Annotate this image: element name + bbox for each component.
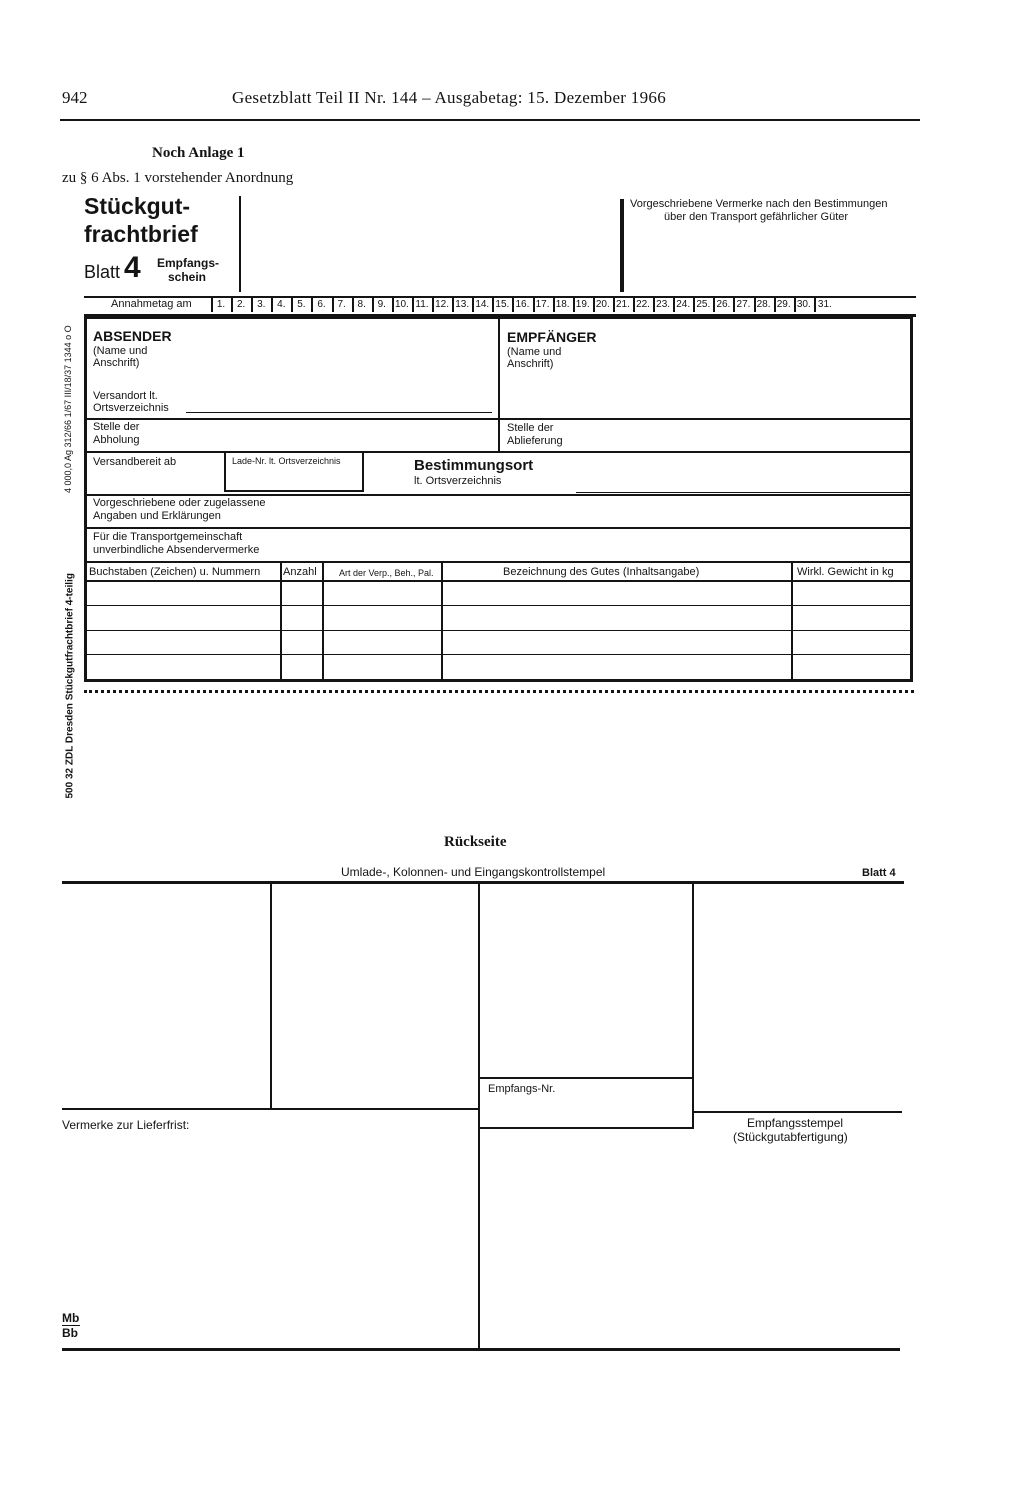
mb-label: Mb [62,1311,80,1325]
day-cell: 12. [434,297,454,312]
table-row-rule [86,605,913,606]
receipt-stamp-label1: Empfangsstempel [747,1116,844,1130]
reverse-bottom-rule [62,1348,900,1351]
reverse-divider-2 [478,884,480,1348]
dispatch-place-underline [86,418,498,420]
col-header-description: Bezeichnung des Gutes (Inhaltsangabe) [503,566,700,578]
day-cell: 20. [595,297,615,312]
day-cell: 16. [514,297,534,312]
day-cell: 18. [555,297,575,312]
prescribed-label2: Angaben und Erklärungen [93,510,221,522]
receipt-stamp-rule [694,1111,902,1113]
dispatch-place-label2: Ortsverzeichnis [93,402,169,414]
day-cell: 3. [253,297,273,312]
deadline-rule [62,1108,478,1110]
running-title: Gesetzblatt Teil II Nr. 144 – Ausgabetag: 15. Dezember 1966 [232,88,667,107]
acceptance-day-label: Annahmetag am [111,298,192,310]
reverse-heading: Rückseite [444,834,507,850]
day-cell: 10. [394,297,414,312]
row-rule-table [86,561,913,563]
row-rule-transport [86,527,913,529]
day-cell: 29. [776,297,796,312]
col-header-count: Anzahl [283,566,317,578]
receipt-no-label: Empfangs-Nr. [488,1083,556,1095]
delivery-label2: Ablieferung [507,435,563,447]
day-cell: 2. [233,297,253,312]
destination-sub: lt. Ortsverzeichnis [414,475,502,487]
day-cell: 5. [293,297,313,312]
sender-recipient-divider [498,318,500,452]
title-divider [239,196,241,292]
day-cell: 30. [796,297,816,312]
sender-sub2: Anschrift) [93,357,140,369]
delivery-label1: Stelle der [507,422,554,434]
reverse-divider-1 [270,884,272,1108]
page-number: 942 [62,88,88,107]
recipient-title: EMPFÄNGER [507,329,597,345]
col-header-weight: Wirkl. Gewicht in kg [797,566,894,578]
loading-no-label: Lade-Nr. lt. Ortsverzeichnis [232,456,341,466]
destination-line [576,492,913,493]
perforation-line [84,690,914,693]
table-row-rule [86,630,913,631]
day-cell: 4. [273,297,293,312]
loading-no-box[interactable] [224,451,364,492]
annex-heading: Noch Anlage 1 [152,145,245,161]
hazard-note-line2: über den Transport gefährlicher Güter [664,211,849,223]
pickup-label2: Abholung [93,434,140,446]
reverse-divider-3 [692,884,694,1128]
sheet-label: Blatt [84,262,121,282]
form-title-line1: Stückgut- [84,193,191,219]
annex-reference: zu § 6 Abs. 1 vorstehender Anordnung [62,170,294,186]
day-cell: 23. [655,297,675,312]
prescribed-label1: Vorgeschriebene oder zugelassene [93,497,266,509]
destination-label: Bestimmungsort [414,457,534,474]
header-rule [60,119,920,121]
dispatch-place-line [186,412,492,413]
transport-label2: unverbindliche Absendervermerke [93,544,260,556]
reverse-top-rule [62,881,904,884]
recipient-sub2: Anschrift) [507,358,554,370]
sender-title: ABSENDER [93,328,172,344]
reverse-sheet-label: Blatt 4 [862,867,896,879]
day-cell: 19. [575,297,595,312]
day-cell: 13. [454,297,474,312]
stamp-caption: Umlade-, Kolonnen- und Eingangskontrollstempel [341,865,606,879]
hazard-note-line1: Vorgeschriebene Vermerke nach den Bestimmungen [630,198,888,210]
form-title-line2: frachtbrief [84,221,198,247]
day-cell: 26. [715,297,735,312]
col-header-marks: Buchstaben (Zeichen) u. Nummern [89,566,261,578]
col-header-packaging: Art der Verp., Beh., Pal. [339,568,434,578]
dispatch-place-label1: Versandort lt. [93,390,158,402]
day-cell: 17. [535,297,555,312]
table-row-rule [86,654,913,655]
ready-label: Versandbereit ab [93,456,177,468]
deadline-notes-label: Vermerke zur Lieferfrist: [62,1118,190,1132]
day-cell: 7. [334,297,354,312]
table-header-rule [86,580,913,582]
day-strip [211,297,836,312]
recipient-sub1: (Name und [507,346,562,358]
day-cell: 24. [675,297,695,312]
sheet-type-line1: Empfangs- [157,256,220,270]
day-cell: 15. [494,297,514,312]
day-cell: 1. [213,297,233,312]
sheet-number: 4 [124,251,141,284]
day-cell: 27. [735,297,755,312]
sender-sub1: (Name und [93,345,148,357]
row-rule-prescribed [86,494,913,496]
day-cell: 8. [354,297,374,312]
day-cell: 31. [817,299,832,310]
sheet-type-line2: schein [168,270,207,284]
row-rule-ready [86,451,913,453]
transport-label1: Für die Transportgemeinschaft [93,531,243,543]
bb-label: Bb [62,1326,78,1340]
day-cell: 25. [695,297,715,312]
day-cell: 9. [374,297,394,312]
receipt-no-bottom [480,1127,694,1129]
day-cell: 21. [615,297,635,312]
day-cell: 6. [313,297,333,312]
receipt-no-top [480,1077,694,1079]
side-print-bottom: 500 32 ZDL Dresden Stückgutfrachtbrief 4-teilig [64,573,76,799]
day-cell: 22. [635,297,655,312]
pickup-label1: Stelle der [93,421,140,433]
recipient-lower-rule [500,418,913,420]
day-cell: 28. [756,297,776,312]
day-cell: 14. [474,297,494,312]
receipt-stamp-label2: (Stückgutabfertigung) [733,1130,848,1144]
hazard-box-left [620,199,624,292]
day-cell: 11. [414,297,434,312]
side-print-top: 4 000,0 Ag 312/66 1/67 III/18/37 1344 o O [63,325,73,493]
